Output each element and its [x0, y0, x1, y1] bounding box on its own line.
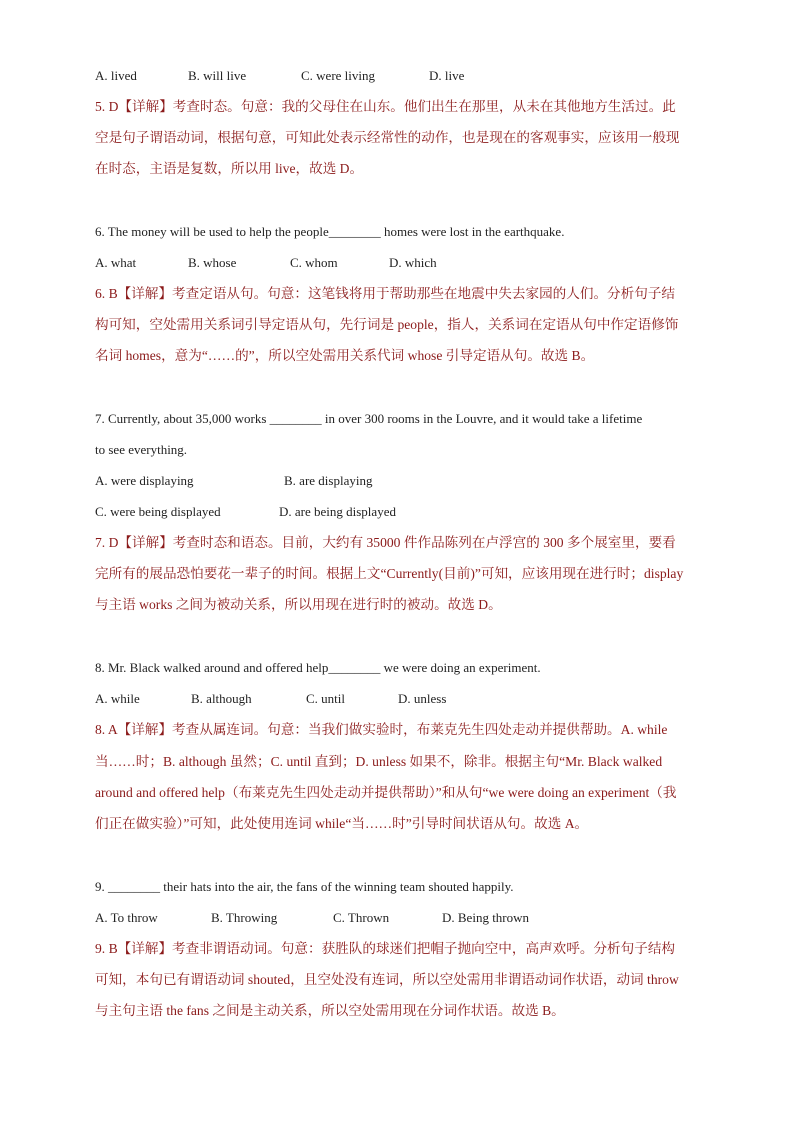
q8-option-c: C. until [306, 691, 346, 706]
answer-5-line-1: 5. D【详解】考查时态。句意：我的父母住在山东。他们出生在那里，从未在其他地方生活过。此 [95, 99, 676, 114]
question-7-stem-line-2: to see everything. [95, 442, 188, 457]
q6-option-c: C. whom [290, 255, 338, 270]
q9-option-d: D. Being thrown [442, 910, 530, 925]
answer-8-line-4: 们正在做实验）”可知，此处使用连词 while“当……时”引导时间状语从句。故选 A。 [95, 816, 589, 831]
q9-option-a: A. To throw [95, 910, 158, 925]
q7-option-a: A. were displaying [95, 473, 194, 488]
answer-9-line-2: 可知，本句已有谓语动词 shouted，且空处没有连词，所以空处需用非谓语动词作状语，动词 throw [95, 972, 679, 987]
q9-option-b: B. Throwing [211, 910, 278, 925]
answer-9-line-1: 9. B【详解】考查非谓语动词。句意：获胜队的球迷们把帽子抛向空中，高声欢呼。分析句子结构 [95, 941, 676, 956]
q8-option-b: B. although [191, 691, 252, 706]
answer-9-line-3: 与主句主语 the fans 之间是主动关系，所以空处需用现在分词作状语。故选 B。 [95, 1003, 565, 1018]
q4-option-b: B. will live [188, 68, 247, 83]
answer-7-line-3: 与主语 works 之间为被动关系，所以用现在进行时的被动。故选 D。 [95, 597, 502, 612]
q4-option-a: A. lived [95, 68, 137, 83]
question-8-stem: 8. Mr. Black walked around and offered help________ we were doing an experiment. [95, 660, 541, 675]
q8-option-a: A. while [95, 691, 140, 706]
q7-option-c: C. were being displayed [95, 504, 221, 519]
answer-6-line-2: 构可知，空处需用关系词引导定语从句，先行词是 people，指人，关系词在定语从句中作定语修饰 [95, 317, 679, 332]
q6-option-d: D. which [389, 255, 437, 270]
question-7-stem-line-1: 7. Currently, about 35,000 works ________ in over 300 rooms in the Louvre, and it would take a lifetime [95, 411, 643, 426]
answer-7-line-1: 7. D【详解】考查时态和语态。目前，大约有 35000 件作品陈列在卢浮宫的 300 多个展室里，要看 [95, 535, 676, 550]
answer-5-line-2: 空是句子谓语动词，根据句意，可知此处表示经常性的动作，也是现在的客观事实，应该用一般现 [95, 130, 680, 145]
q4-option-c: C. were living [301, 68, 376, 83]
q9-option-c: C. Thrown [333, 910, 390, 925]
q4-option-d: D. live [429, 68, 465, 83]
question-9-stem: 9. ________ their hats into the air, the fans of the winning team shouted happily. [95, 879, 514, 894]
q7-option-d: D. are being displayed [279, 504, 396, 519]
answer-8-line-2: 当……时；B. although 虽然；C. until 直到；D. unless 如果不，除非。根据主句“Mr. Black walked [95, 754, 663, 769]
q6-option-b: B. whose [188, 255, 237, 270]
answer-7-line-2: 完所有的展品恐怕要花一辈子的时间。根据上文“Currently(目前)”可知，应该用现在进行时；display [95, 566, 684, 581]
answer-6-line-3: 名词 homes，意为“……的”，所以空处需用关系代词 whose 引导定语从句。故选 B。 [95, 348, 595, 363]
answer-8-line-3: around and offered help（布莱克先生四处走动并提供帮助）”和从句“we were doing an experiment（我 [95, 785, 677, 800]
q7-option-b: B. are displaying [284, 473, 373, 488]
answer-6-line-1: 6. B【详解】考查定语从句。句意：这笔钱将用于帮助那些在地震中失去家园的人们。分析句子结 [95, 286, 676, 301]
question-6-stem: 6. The money will be used to help the people________ homes were lost in the earthquake. [95, 224, 565, 239]
answer-5-line-3: 在时态，主语是复数，所以用 live，故选 D。 [95, 161, 364, 176]
answer-8-line-1: 8. A【详解】考查从属连词。句意：当我们做实验时，布莱克先生四处走动并提供帮助。A. while [95, 722, 668, 737]
q6-option-a: A. what [95, 255, 137, 270]
q8-option-d: D. unless [398, 691, 447, 706]
